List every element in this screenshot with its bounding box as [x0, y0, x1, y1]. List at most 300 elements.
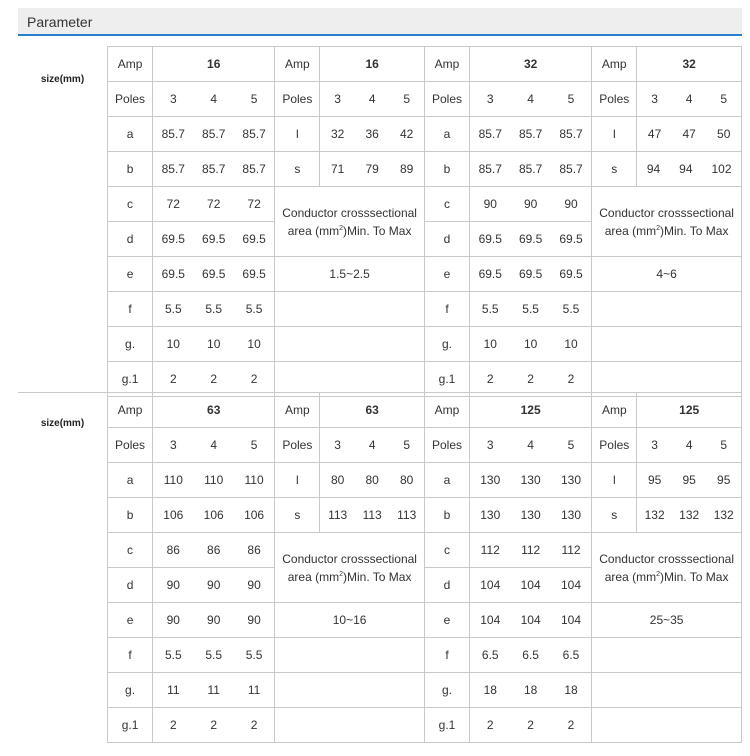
cell-value: 69.5 [161, 232, 185, 246]
cell-value: 130 [520, 508, 541, 522]
conductor-label [592, 533, 742, 603]
empty-cell [592, 638, 742, 673]
amp-value: 16 [153, 47, 275, 82]
cell-value: 5.5 [245, 648, 263, 662]
cell-value: 72 [247, 197, 261, 211]
amp-label: Amp [275, 47, 320, 82]
dimension-values [320, 463, 425, 498]
cell-value: 5.5 [481, 302, 499, 316]
cell-value: 95 [717, 473, 731, 487]
cell-value: 69.5 [478, 232, 502, 246]
poles-row [108, 82, 742, 117]
amp-row [108, 47, 742, 82]
conductor-superscript: 2 [339, 224, 343, 232]
dimension-key: d [108, 222, 153, 257]
dimension-key: a [108, 463, 153, 498]
dimension-row [108, 708, 742, 743]
cell-value: 6.5 [481, 648, 499, 662]
value-group [470, 82, 591, 116]
dimension-row [108, 533, 742, 568]
cell-value: 5 [403, 92, 411, 106]
conductor-line-2 [592, 221, 741, 239]
poles-label: Poles [275, 428, 320, 463]
dimension-key: a [424, 117, 469, 152]
value-group [637, 117, 741, 151]
dimension-key: c [108, 187, 153, 222]
dimension-key: a [424, 463, 469, 498]
cell-value: 10 [247, 337, 261, 351]
cell-value: 5 [567, 438, 575, 452]
dimension-key: e [108, 603, 153, 638]
cell-value: 79 [365, 162, 379, 176]
conductor-line-1: Conductor crosssectional [599, 551, 734, 566]
dimension-key: c [424, 533, 469, 568]
cell-value: 4 [368, 92, 376, 106]
cell-value: 4 [685, 92, 693, 106]
dimension-values [470, 292, 592, 327]
cell-value: 2 [567, 372, 575, 386]
dimension-row [108, 673, 742, 708]
dimension-key: g. [424, 673, 469, 708]
conductor-line-1: Conductor crosssectional [599, 205, 734, 220]
cell-value: 2 [527, 372, 534, 386]
cell-value: 5 [403, 438, 411, 452]
cell-value: 3 [334, 438, 341, 452]
cell-value: 110 [204, 473, 224, 487]
cell-value: 2 [486, 372, 494, 386]
cell-value: 10 [207, 337, 221, 351]
dimension-values [320, 498, 425, 533]
cell-value: 69.5 [518, 232, 543, 246]
value-group [470, 603, 591, 637]
cell-value: 104 [480, 613, 501, 627]
cell-value: 18 [483, 683, 497, 697]
conductor-label [275, 533, 425, 603]
cell-value: 5.5 [164, 302, 182, 316]
cell-value: 132 [713, 508, 734, 522]
dimension-values [470, 603, 592, 638]
cell-value: 85.7 [242, 127, 266, 141]
dimension-values [470, 187, 592, 222]
dimension-values [320, 117, 425, 152]
cell-value: 113 [328, 508, 348, 522]
cell-value: 86 [166, 543, 180, 557]
cell-value: 85.7 [559, 162, 583, 176]
dimension-values [637, 463, 742, 498]
value-group [153, 82, 274, 116]
cell-value: 10 [523, 337, 538, 351]
cell-value: 5.5 [245, 302, 263, 316]
value-group [153, 117, 274, 151]
cell-value: 85.7 [242, 162, 266, 176]
cell-value: 94 [646, 162, 661, 176]
dimension-values [153, 327, 275, 362]
value-group [153, 533, 274, 567]
amp-label: Amp [424, 47, 469, 82]
cell-value: 130 [561, 473, 582, 487]
parameter-header [18, 8, 742, 36]
dimension-key: e [108, 257, 153, 292]
dimension-key: f [108, 292, 153, 327]
dimension-values [470, 708, 592, 743]
value-group [470, 533, 591, 567]
cell-value: 85.7 [559, 127, 583, 141]
amp-row [108, 393, 742, 428]
conductor-superscript: 2 [656, 570, 660, 578]
cell-value: 106 [203, 508, 224, 522]
dimension-key: b [424, 498, 469, 533]
pole-values [153, 82, 275, 117]
cell-value: 80 [400, 473, 414, 487]
value-group [470, 117, 591, 151]
cell-value: 110 [244, 473, 264, 487]
value-group [320, 498, 424, 532]
cell-value: 5.5 [205, 648, 223, 662]
dimension-key: g. [108, 673, 153, 708]
value-group [470, 428, 591, 462]
cell-value: 10 [483, 337, 497, 351]
dimension-values [470, 463, 592, 498]
dimension-key: d [424, 568, 469, 603]
parameter-title: Parameter [27, 14, 93, 30]
value-group [153, 498, 274, 532]
pole-values [470, 82, 592, 117]
amp-label: Amp [424, 393, 469, 428]
cell-value: 80 [330, 473, 345, 487]
dimension-key: s [592, 152, 637, 187]
cell-value: 85.7 [161, 127, 185, 141]
cell-value: 90 [207, 613, 221, 627]
pole-values [153, 428, 275, 463]
conductor-text-b: )Min. To Max [660, 569, 729, 584]
parameter-table [107, 46, 742, 397]
dimension-values [470, 498, 592, 533]
cell-value: 72 [166, 197, 180, 211]
value-group [320, 463, 424, 497]
dimension-key: c [424, 187, 469, 222]
cell-value: 113 [362, 508, 382, 522]
cell-value: 11 [247, 683, 261, 697]
value-group [470, 362, 591, 396]
cell-value: 3 [169, 92, 177, 106]
dimension-values [153, 257, 275, 292]
dimension-row [108, 603, 742, 638]
cell-value: 4 [210, 438, 218, 452]
cell-value: 69.5 [202, 232, 226, 246]
cell-value: 5 [250, 92, 258, 106]
dimension-row [108, 257, 742, 292]
dimension-row [108, 292, 742, 327]
dimension-key: g. [108, 327, 153, 362]
dimension-key: d [108, 568, 153, 603]
cell-value: 112 [561, 543, 581, 557]
cell-value: 42 [400, 127, 414, 141]
poles-label: Poles [108, 428, 153, 463]
dimension-values [470, 222, 592, 257]
cell-value: 72 [207, 197, 221, 211]
conductor-line-2 [592, 567, 741, 585]
value-group [470, 152, 591, 186]
value-group [320, 117, 424, 151]
cell-value: 90 [166, 578, 180, 592]
cell-value: 5.5 [164, 648, 182, 662]
poles-label: Poles [108, 82, 153, 117]
value-group [637, 152, 741, 186]
conductor-line-1: Conductor crosssectional [282, 551, 417, 566]
dimension-values [153, 533, 275, 568]
cell-value: 86 [247, 543, 261, 557]
cell-value: 90 [523, 197, 538, 211]
cell-value: 4 [368, 438, 376, 452]
dimension-key: l [275, 117, 320, 152]
dimension-row [108, 638, 742, 673]
cell-value: 5 [720, 438, 728, 452]
cell-value: 3 [486, 92, 494, 106]
dimension-key: l [592, 463, 637, 498]
conductor-text-a: area (mm [604, 223, 657, 238]
empty-cell [275, 292, 425, 327]
size-label: size(mm) [40, 74, 85, 85]
value-group [153, 708, 274, 742]
cell-value: 69.5 [202, 267, 226, 281]
value-group [637, 428, 741, 462]
value-group [470, 187, 591, 221]
cell-value: 3 [169, 438, 177, 452]
value-group [153, 568, 274, 602]
conductor-line-1: Conductor crosssectional [282, 205, 417, 220]
cell-value: 130 [520, 473, 541, 487]
value-group [153, 463, 274, 497]
parameter-table [107, 392, 742, 743]
cell-value: 69.5 [518, 267, 543, 281]
amp-label: Amp [592, 393, 637, 428]
value-group [470, 327, 591, 361]
cell-value: 112 [521, 543, 541, 557]
empty-cell [275, 638, 425, 673]
dimension-key: g.1 [424, 362, 469, 397]
pole-values [637, 428, 742, 463]
cell-value: 5.5 [522, 302, 539, 316]
conductor-text-a: area (mm [287, 223, 340, 238]
cell-value: 6.5 [562, 648, 580, 662]
amp-value: 63 [320, 393, 425, 428]
amp-value: 32 [470, 47, 592, 82]
empty-cell [275, 327, 425, 362]
dimension-key: f [424, 638, 469, 673]
empty-cell [275, 708, 425, 743]
cell-value: 69.5 [559, 232, 583, 246]
value-group [153, 428, 274, 462]
cell-value: 132 [679, 508, 700, 522]
cell-value: 5 [720, 92, 728, 106]
conductor-range: 4~6 [592, 257, 742, 292]
empty-cell [275, 673, 425, 708]
dimension-values [153, 463, 275, 498]
cell-value: 4 [527, 438, 534, 452]
cell-value: 132 [644, 508, 665, 522]
amp-value: 32 [637, 47, 742, 82]
dimension-values [470, 638, 592, 673]
dimension-key: g.1 [424, 708, 469, 743]
cell-value: 69.5 [161, 267, 185, 281]
dimension-key: s [275, 152, 320, 187]
cell-value: 89 [400, 162, 414, 176]
conductor-text-b: )Min. To Max [660, 223, 729, 238]
amp-value: 63 [153, 393, 275, 428]
cell-value: 90 [166, 613, 180, 627]
cell-value: 4 [210, 92, 218, 106]
cell-value: 69.5 [559, 267, 583, 281]
cell-value: 2 [527, 718, 534, 732]
dimension-values [470, 152, 592, 187]
cell-value: 94 [679, 162, 693, 176]
amp-value: 16 [320, 47, 425, 82]
value-group [153, 187, 274, 221]
value-group [637, 463, 741, 497]
pole-values [470, 428, 592, 463]
cell-value: 4 [527, 92, 534, 106]
conductor-text-a: area (mm [604, 569, 657, 584]
value-group [153, 292, 274, 326]
value-group [153, 362, 274, 396]
conductor-text-b: )Min. To Max [343, 223, 412, 238]
amp-label: Amp [275, 393, 320, 428]
value-group [470, 568, 591, 602]
poles-label: Poles [592, 428, 637, 463]
dimension-values [470, 533, 592, 568]
cell-value: 106 [244, 508, 265, 522]
cell-value: 50 [717, 127, 731, 141]
dimension-key: f [424, 292, 469, 327]
cell-value: 5 [567, 92, 575, 106]
cell-value: 104 [480, 578, 501, 592]
cell-value: 18 [523, 683, 538, 697]
cell-value: 47 [682, 127, 696, 141]
cell-value: 2 [250, 718, 258, 732]
dimension-values [470, 257, 592, 292]
cell-value: 90 [247, 578, 261, 592]
cell-value: 36 [365, 127, 379, 141]
cell-value: 69.5 [478, 267, 502, 281]
conductor-text-b: )Min. To Max [343, 569, 412, 584]
dimension-values [470, 327, 592, 362]
cell-value: 102 [711, 162, 732, 176]
value-group [470, 498, 591, 532]
dimension-row [108, 152, 742, 187]
dimension-row [108, 498, 742, 533]
cell-value: 5.5 [562, 302, 580, 316]
cell-value: 130 [480, 473, 501, 487]
cell-value: 10 [564, 337, 578, 351]
dimension-key: l [592, 117, 637, 152]
value-group [153, 222, 274, 256]
pole-values [320, 428, 425, 463]
dimension-values [470, 117, 592, 152]
dimension-values [637, 117, 742, 152]
amp-label: Amp [108, 393, 153, 428]
dimension-values [153, 222, 275, 257]
cell-value: 113 [397, 508, 417, 522]
cell-value: 69.5 [242, 232, 266, 246]
cell-value: 2 [210, 718, 218, 732]
poles-row [108, 428, 742, 463]
pole-values [637, 82, 742, 117]
amp-value: 125 [637, 393, 742, 428]
amp-label: Amp [592, 47, 637, 82]
dimension-values [153, 498, 275, 533]
dimension-values [153, 117, 275, 152]
conductor-superscript: 2 [339, 570, 343, 578]
cell-value: 130 [561, 508, 582, 522]
cell-value: 85.7 [478, 127, 502, 141]
dimension-key: c [108, 533, 153, 568]
dimension-values [153, 292, 275, 327]
size-label: size(mm) [40, 418, 85, 429]
cell-value: 104 [561, 578, 582, 592]
conductor-line-2 [275, 221, 424, 239]
dimension-key: l [275, 463, 320, 498]
cell-value: 90 [247, 613, 261, 627]
cell-value: 11 [207, 683, 220, 697]
cell-value: 2 [210, 372, 218, 386]
dimension-key: f [108, 638, 153, 673]
cell-value: 110 [163, 473, 183, 487]
dimension-key: a [108, 117, 153, 152]
cell-value: 3 [486, 438, 494, 452]
value-group [153, 257, 274, 291]
dimension-values [470, 673, 592, 708]
dimension-row [108, 187, 742, 222]
cell-value: 5 [250, 438, 258, 452]
value-group [153, 327, 274, 361]
value-group [153, 603, 274, 637]
dimension-values [153, 638, 275, 673]
dimension-key: d [424, 222, 469, 257]
dimension-key: e [424, 257, 469, 292]
dimension-key: b [108, 152, 153, 187]
value-group [320, 82, 424, 116]
dimension-key: s [275, 498, 320, 533]
cell-value: 85.7 [518, 162, 543, 176]
cell-value: 104 [561, 613, 582, 627]
dimension-values [153, 568, 275, 603]
value-group [637, 498, 741, 532]
pole-values [320, 82, 425, 117]
dimension-values [320, 152, 425, 187]
dimension-values [637, 152, 742, 187]
cell-value: 85.7 [202, 162, 226, 176]
value-group [470, 463, 591, 497]
poles-label: Poles [424, 428, 469, 463]
cell-value: 3 [334, 92, 341, 106]
cell-value: 95 [647, 473, 662, 487]
cell-value: 69.5 [242, 267, 266, 281]
value-group [470, 708, 591, 742]
dimension-values [637, 498, 742, 533]
poles-label: Poles [424, 82, 469, 117]
cell-value: 85.7 [518, 127, 543, 141]
dimension-key: b [424, 152, 469, 187]
dimension-values [153, 187, 275, 222]
value-group [470, 292, 591, 326]
value-group [153, 673, 274, 707]
dimension-key: e [424, 603, 469, 638]
cell-value: 104 [520, 613, 541, 627]
empty-cell [592, 708, 742, 743]
conductor-superscript: 2 [656, 224, 660, 232]
cell-value: 2 [567, 718, 575, 732]
section-divider [18, 392, 107, 393]
